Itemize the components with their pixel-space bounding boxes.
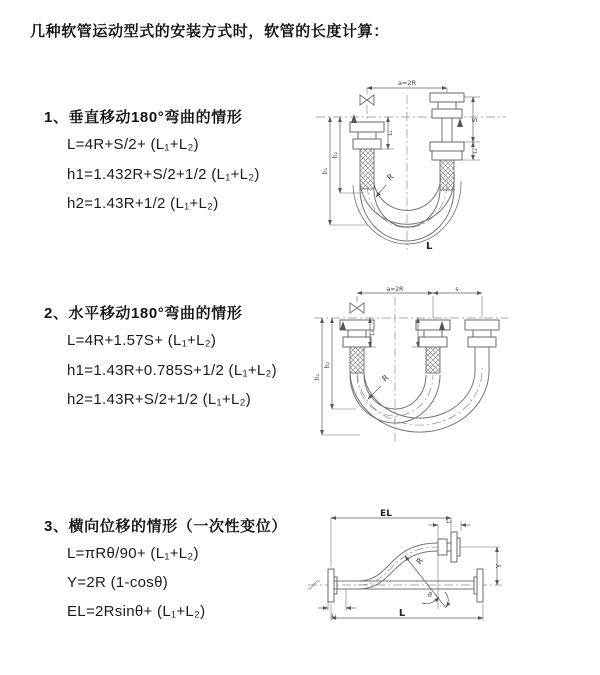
length-label: L (398, 608, 406, 619)
valve-icon (350, 303, 364, 313)
radius-label: R (414, 556, 426, 567)
middle-hose-fitting (416, 320, 450, 373)
fitting-length-label: L₁ (370, 330, 376, 336)
width-label: a=2R (397, 79, 417, 87)
radius-callout (405, 556, 446, 608)
section-2-formula-L: L=4R+1.57S+ (L₁+L₂) (67, 332, 217, 349)
diagram-lateral-displacement (298, 505, 590, 647)
valve-icon (360, 95, 374, 105)
section-1-formula-h1: h1=1.432R+S/2+1/2 (L₁+L₂) (67, 166, 260, 183)
theta-angle (422, 591, 448, 607)
right-upper-flange (438, 532, 460, 562)
hose-u-bend-curves (350, 367, 489, 432)
section-3-formula-EL: EL=2Rsinθ+ (L₁+L₂) (67, 603, 206, 620)
l2-fitting-dimension (429, 518, 470, 609)
diagram-horizontal-180-bend (308, 285, 590, 457)
page-title: 几种软管运动型式的安装方式时，软管的长度计算： (30, 23, 389, 40)
diagram-vertical-180-bend (308, 73, 590, 255)
stroke-label: s (455, 286, 459, 293)
y-label: Y (495, 563, 503, 569)
h1-label: h₁ (322, 167, 329, 175)
fitting-length-label-right: L₁ (473, 148, 479, 154)
left-hose-fitting (350, 122, 384, 189)
radius-label: R (385, 172, 396, 183)
bottom-length-dimension (331, 604, 483, 621)
section-1-heading: 1、垂直移动180°弯曲的情形 (44, 109, 243, 126)
theta-label: θ (428, 591, 432, 599)
right-lower-flange (474, 569, 483, 602)
fitting-length-label-left: L₁ (388, 130, 394, 136)
section-3-formula-Y: Y=2R (1-cosθ) (67, 574, 169, 591)
l1-label: L₁ (331, 613, 337, 619)
left-flange (328, 569, 337, 602)
h1-label: h₁ (314, 373, 321, 381)
h2-label: h₂ (332, 151, 339, 159)
section-2-formula-h2: h2=1.43R+S/2+1/2 (L₁+L₂) (67, 391, 252, 408)
h2-label: h₂ (324, 361, 331, 369)
stroke-label: S (471, 117, 479, 123)
centerlines (314, 297, 508, 445)
section-1-formula-L: L=4R+S/2+ (L₁+L₂) (67, 136, 199, 153)
el-label: EL (380, 509, 392, 519)
right-hose-fitting (465, 320, 499, 367)
top-width-dimension (367, 79, 447, 94)
stroke-dimension (464, 97, 480, 142)
l2-label: L₂ (446, 518, 452, 525)
section-3-formula-L: L=πRθ/90+ (L₁+L₂) (67, 545, 199, 562)
section-1-formula-h2: h2=1.43R+1/2 (L₁+L₂) (67, 195, 219, 212)
hose-s-curve-displaced-position (334, 543, 438, 589)
section-2-heading: 2、水平移动180°弯曲的情形 (44, 305, 243, 322)
radius-callout (376, 172, 396, 197)
hose-length-label: L (426, 241, 433, 252)
width-label: a=2R (386, 286, 404, 293)
right-hose-fitting-upper (430, 93, 464, 142)
section-3-heading: 3、横向位移的情形（一次性变位） (44, 518, 287, 535)
radius-label: R (380, 373, 391, 384)
top-width-dimension (357, 286, 482, 318)
right-hose-fitting-lower (430, 142, 464, 190)
section-2-formula-h1: h1=1.43R+0.785S+1/2 (L₁+L₂) (67, 362, 277, 379)
el-dimension (331, 509, 451, 567)
